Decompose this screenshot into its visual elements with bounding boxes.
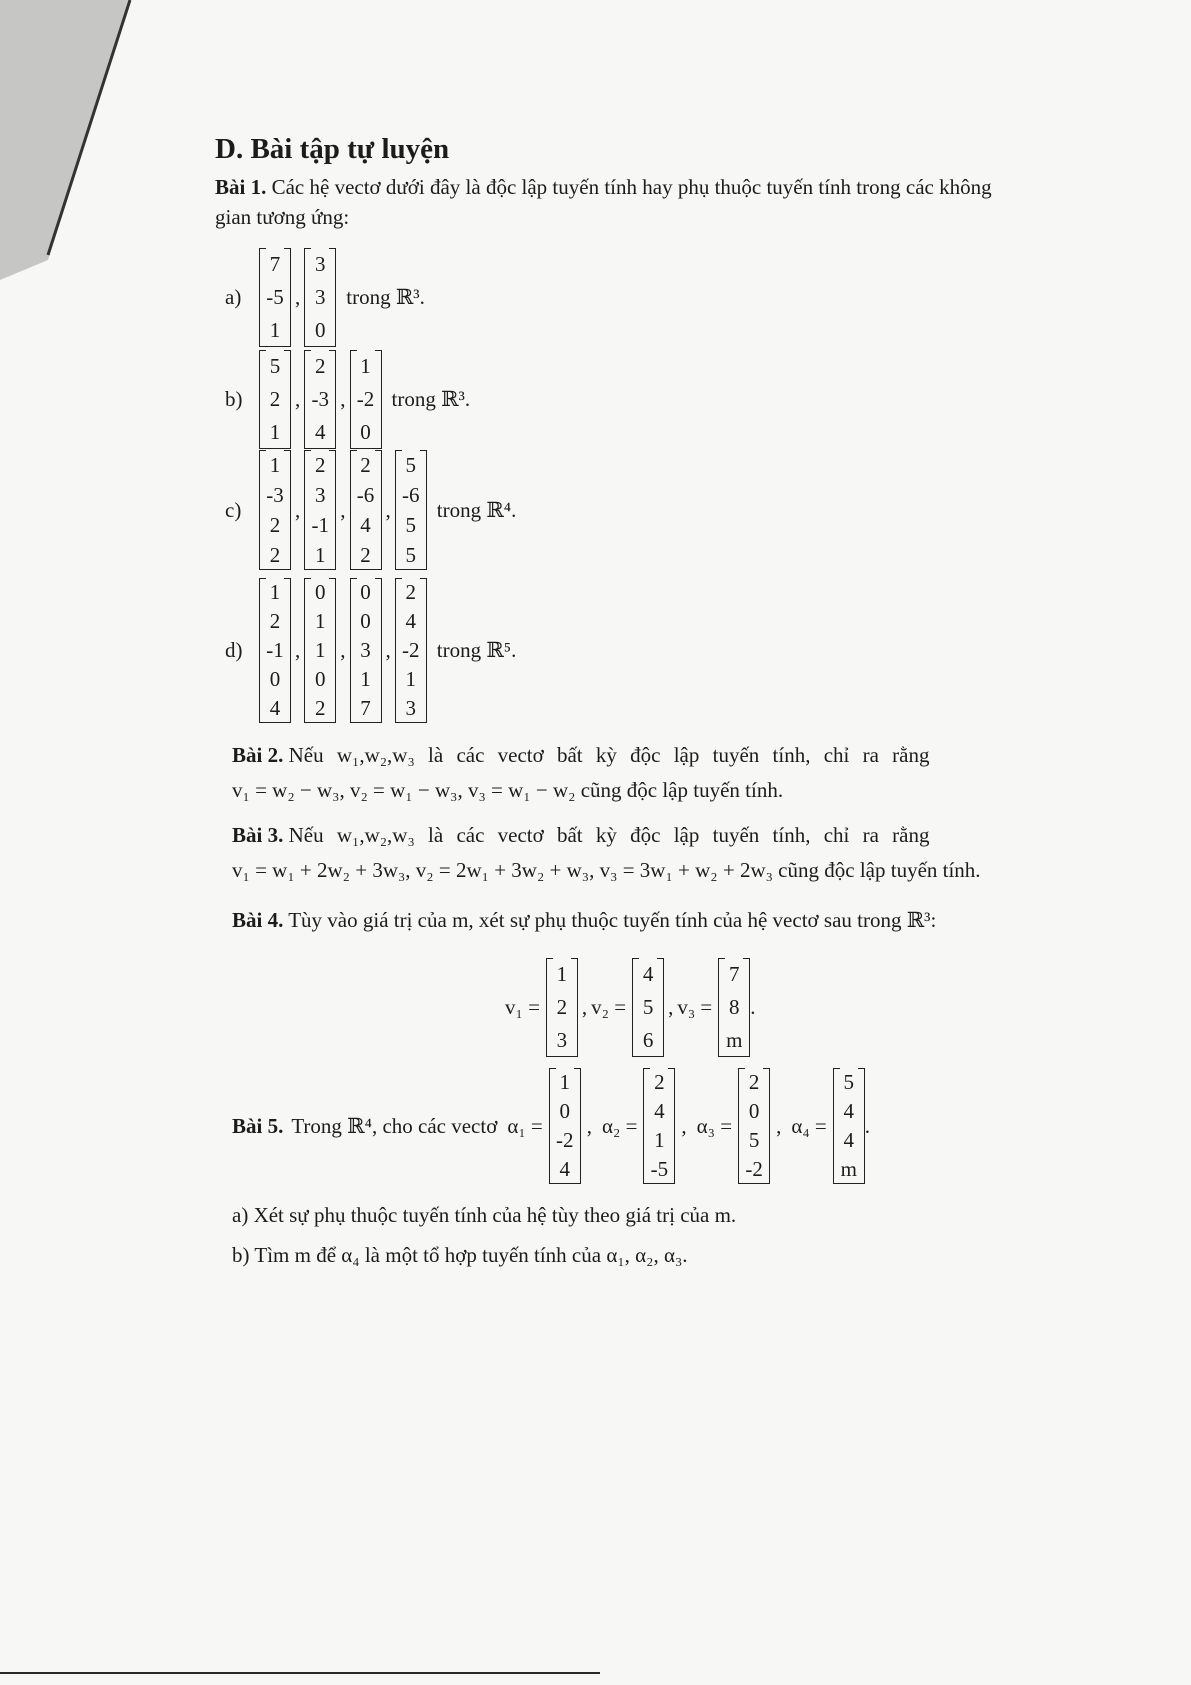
column-vector bbox=[259, 248, 291, 347]
bai1-text-line1: Các hệ vectơ dưới đây là độc lập tuyến tính hay phụ thuộc tuyến tính trong các không bbox=[266, 175, 992, 199]
vector-entry: 5 bbox=[642, 995, 654, 1019]
column-vector bbox=[259, 350, 291, 449]
column-vector bbox=[738, 1068, 770, 1184]
column-vector bbox=[718, 958, 750, 1057]
vector-entry: 1 bbox=[405, 667, 416, 691]
vector-entry: 1 bbox=[269, 580, 281, 604]
vector-entry: 2 bbox=[269, 387, 281, 411]
vector-entry: 1 bbox=[269, 420, 281, 444]
bai1-part-b bbox=[225, 350, 470, 449]
vector-name: v₁ = bbox=[505, 995, 540, 1019]
vector-entry: 4 bbox=[843, 1099, 855, 1123]
column-vector bbox=[259, 578, 291, 723]
vector-entry: m bbox=[726, 1028, 743, 1052]
bai5-vectors bbox=[232, 1068, 870, 1184]
comma-separator: , bbox=[340, 497, 346, 522]
vector-entry: 0 bbox=[360, 609, 371, 633]
vector-entry: 5 bbox=[269, 354, 281, 378]
page-edge-shadow bbox=[0, 0, 140, 280]
vector-entry: 2 bbox=[556, 995, 568, 1019]
vector-entry: 3 bbox=[315, 483, 326, 507]
vector-entry: -1 bbox=[311, 513, 329, 537]
vector-entry: 0 bbox=[269, 667, 281, 691]
vector-name: v₂ = bbox=[591, 995, 627, 1019]
column-vector bbox=[632, 958, 664, 1057]
bai2-line1 bbox=[232, 740, 929, 770]
vector-entry: 4 bbox=[360, 513, 371, 537]
vector-entry: 8 bbox=[729, 995, 740, 1019]
comma-separator: , bbox=[586, 1113, 592, 1138]
vector-entry: 4 bbox=[642, 962, 654, 986]
column-vector bbox=[304, 450, 336, 570]
bai1-label: Bài 1. bbox=[215, 175, 267, 199]
vector-entry: 1 bbox=[269, 453, 281, 477]
vector-name: v₃ = bbox=[677, 995, 713, 1019]
space-suffix: trong ℝ³. bbox=[391, 387, 471, 411]
period: . bbox=[750, 995, 756, 1019]
comma-separator: , bbox=[295, 387, 301, 411]
vector-entry: 1 bbox=[269, 318, 281, 342]
vector-entry: -2 bbox=[402, 638, 420, 662]
bai1-intro bbox=[215, 172, 992, 202]
comma-separator: , bbox=[776, 1113, 782, 1138]
vector-entry: 5 bbox=[748, 1128, 760, 1152]
bai1-text-line2: gian tương ứng: bbox=[215, 205, 350, 229]
vector-entry: 3 bbox=[360, 638, 371, 662]
vector-entry: m bbox=[840, 1157, 857, 1181]
vector-entry: 0 bbox=[315, 318, 326, 342]
space-suffix: trong ℝ⁵. bbox=[436, 638, 517, 662]
column-vector bbox=[395, 578, 427, 723]
vector-entry: 2 bbox=[269, 513, 281, 537]
bai2-text-line1: Nếu w₁,w₂,w₃ là các vectơ bất kỳ độc lập tuyến tính, chỉ ra rằng bbox=[288, 743, 930, 767]
section-title: D. Bài tập tự luyện bbox=[215, 133, 450, 165]
column-vector bbox=[350, 450, 382, 570]
vector-entry: 5 bbox=[405, 513, 416, 537]
vector-entry: -2 bbox=[356, 387, 375, 411]
column-vector bbox=[833, 1068, 865, 1184]
vector-entry: 2 bbox=[269, 609, 281, 633]
vector-entry: 2 bbox=[748, 1070, 760, 1094]
vector-entry: 7 bbox=[269, 252, 281, 276]
vector-name: α₁ = bbox=[507, 1113, 543, 1138]
comma-separator: , bbox=[295, 497, 301, 522]
comma-separator: , bbox=[295, 638, 301, 662]
vector-entry: -3 bbox=[266, 483, 284, 507]
vector-entry: 4 bbox=[654, 1099, 665, 1123]
vector-name: α₃ = bbox=[696, 1113, 733, 1138]
vector-entry: 4 bbox=[559, 1157, 570, 1181]
bai4-intro bbox=[232, 905, 936, 935]
comma-separator: , bbox=[385, 638, 391, 662]
vector-entry: 5 bbox=[405, 453, 416, 477]
bai4-vectors bbox=[505, 958, 756, 1057]
bai5-intro: Trong ℝ⁴, cho các vectơ bbox=[291, 1113, 498, 1138]
vector-entry: 4 bbox=[405, 609, 416, 633]
vector-entry: 1 bbox=[654, 1128, 665, 1152]
space-suffix: trong ℝ³. bbox=[346, 285, 425, 309]
vector-entry: 1 bbox=[360, 667, 371, 691]
column-vector bbox=[350, 350, 382, 449]
column-vector bbox=[304, 248, 336, 347]
comma-separator: , bbox=[340, 387, 346, 411]
bai2-label: Bài 2. bbox=[232, 743, 284, 767]
vector-entry: 3 bbox=[315, 252, 326, 276]
column-vector bbox=[549, 1068, 581, 1184]
bai3-line2: v₁ = w₁ + 2w₂ + 3w₃, v₂ = 2w₁ + 3w₂ + w₃, v₃ = 3w₁ + w₂ + 2w₃ cũng độc lập tuyến tính. bbox=[232, 858, 981, 882]
vector-entry: 5 bbox=[405, 543, 416, 567]
vector-entry: -5 bbox=[650, 1157, 669, 1181]
vector-entry: 6 bbox=[642, 1028, 654, 1052]
bai4-label: Bài 4. bbox=[232, 908, 284, 932]
vector-entry: 2 bbox=[315, 354, 326, 378]
vector-entry: 0 bbox=[315, 580, 326, 604]
vector-entry: 2 bbox=[269, 543, 281, 567]
vector-name: α₂ = bbox=[602, 1113, 638, 1138]
column-vector bbox=[395, 450, 427, 570]
bai4-text: Tùy vào giá trị của m, xét sự phụ thuộc tuyến tính của hệ vectơ sau trong ℝ³: bbox=[288, 908, 937, 932]
vector-entry: 7 bbox=[360, 696, 371, 720]
vector-entry: 0 bbox=[559, 1099, 570, 1123]
vector-entry: 1 bbox=[315, 543, 326, 567]
vector-entry: 4 bbox=[269, 696, 281, 720]
vector-entry: 3 bbox=[315, 285, 326, 309]
vector-entry: 7 bbox=[729, 962, 740, 986]
comma-separator: , bbox=[295, 285, 301, 309]
bai5-part-b: b) Tìm m để α₄ là một tổ hợp tuyến tính của α₁, α₂, α₃. bbox=[232, 1243, 688, 1267]
vector-entry: 0 bbox=[748, 1099, 760, 1123]
vector-entry: 0 bbox=[360, 420, 371, 444]
vector-entry: -2 bbox=[745, 1157, 763, 1181]
vector-entry: -5 bbox=[266, 285, 284, 309]
bai1-part-c bbox=[225, 450, 516, 570]
vector-entry: -6 bbox=[402, 483, 420, 507]
part-label: d) bbox=[225, 638, 243, 662]
vector-entry: 3 bbox=[556, 1028, 568, 1052]
bai3-label: Bài 3. bbox=[232, 823, 284, 847]
column-vector bbox=[546, 958, 578, 1057]
bai3-text-line1: Nếu w₁,w₂,w₃ là các vectơ bất kỳ độc lập tuyến tính, chỉ ra rằng bbox=[288, 823, 930, 847]
vector-entry: 0 bbox=[315, 667, 326, 691]
vector-entry: 0 bbox=[360, 580, 371, 604]
vector-entry: -2 bbox=[556, 1128, 574, 1152]
vector-entry: 1 bbox=[559, 1070, 570, 1094]
bai5-label: Bài 5. bbox=[232, 1113, 284, 1138]
vector-entry: 2 bbox=[405, 580, 416, 604]
part-label: b) bbox=[225, 387, 243, 411]
comma-separator: , bbox=[668, 995, 674, 1019]
column-vector bbox=[350, 578, 382, 723]
period: . bbox=[864, 1113, 871, 1138]
bottom-rule bbox=[0, 1672, 600, 1674]
vector-name: α₄ = bbox=[791, 1113, 827, 1138]
vector-entry: -1 bbox=[266, 638, 284, 662]
bai3-line1 bbox=[232, 820, 929, 850]
vector-entry: -3 bbox=[311, 387, 329, 411]
vector-entry: 2 bbox=[360, 543, 371, 567]
part-label: c) bbox=[225, 497, 242, 522]
vector-entry: 2 bbox=[654, 1070, 665, 1094]
vector-entry: 1 bbox=[360, 354, 371, 378]
column-vector bbox=[304, 578, 336, 723]
column-vector bbox=[643, 1068, 675, 1184]
vector-entry: 4 bbox=[315, 420, 326, 444]
bai2-line2: v₁ = w₂ − w₃, v₂ = w₁ − w₃, v₃ = w₁ − w₂ cũng độc lập tuyến tính. bbox=[232, 778, 784, 802]
vector-entry: 4 bbox=[843, 1128, 855, 1152]
column-vector bbox=[304, 350, 336, 449]
comma-separator: , bbox=[681, 1113, 687, 1138]
part-label: a) bbox=[225, 285, 242, 309]
vector-entry: 1 bbox=[556, 962, 568, 986]
bai1-part-d bbox=[225, 578, 516, 723]
vector-entry: 5 bbox=[843, 1070, 855, 1094]
vector-entry: -6 bbox=[356, 483, 375, 507]
vector-entry: 2 bbox=[315, 453, 326, 477]
vector-entry: 2 bbox=[315, 696, 326, 720]
vector-entry: 3 bbox=[405, 696, 416, 720]
space-suffix: trong ℝ⁴. bbox=[436, 497, 517, 522]
vector-entry: 2 bbox=[360, 453, 371, 477]
comma-separator: , bbox=[385, 497, 391, 522]
comma-separator: , bbox=[340, 638, 346, 662]
bai1-part-a bbox=[225, 248, 425, 347]
vector-entry: 1 bbox=[315, 609, 326, 633]
comma-separator: , bbox=[581, 995, 588, 1019]
vector-entry: 1 bbox=[315, 638, 326, 662]
bai5-part-a: a) Xét sự phụ thuộc tuyến tính của hệ tùy theo giá trị của m. bbox=[232, 1203, 737, 1227]
column-vector bbox=[259, 450, 291, 570]
